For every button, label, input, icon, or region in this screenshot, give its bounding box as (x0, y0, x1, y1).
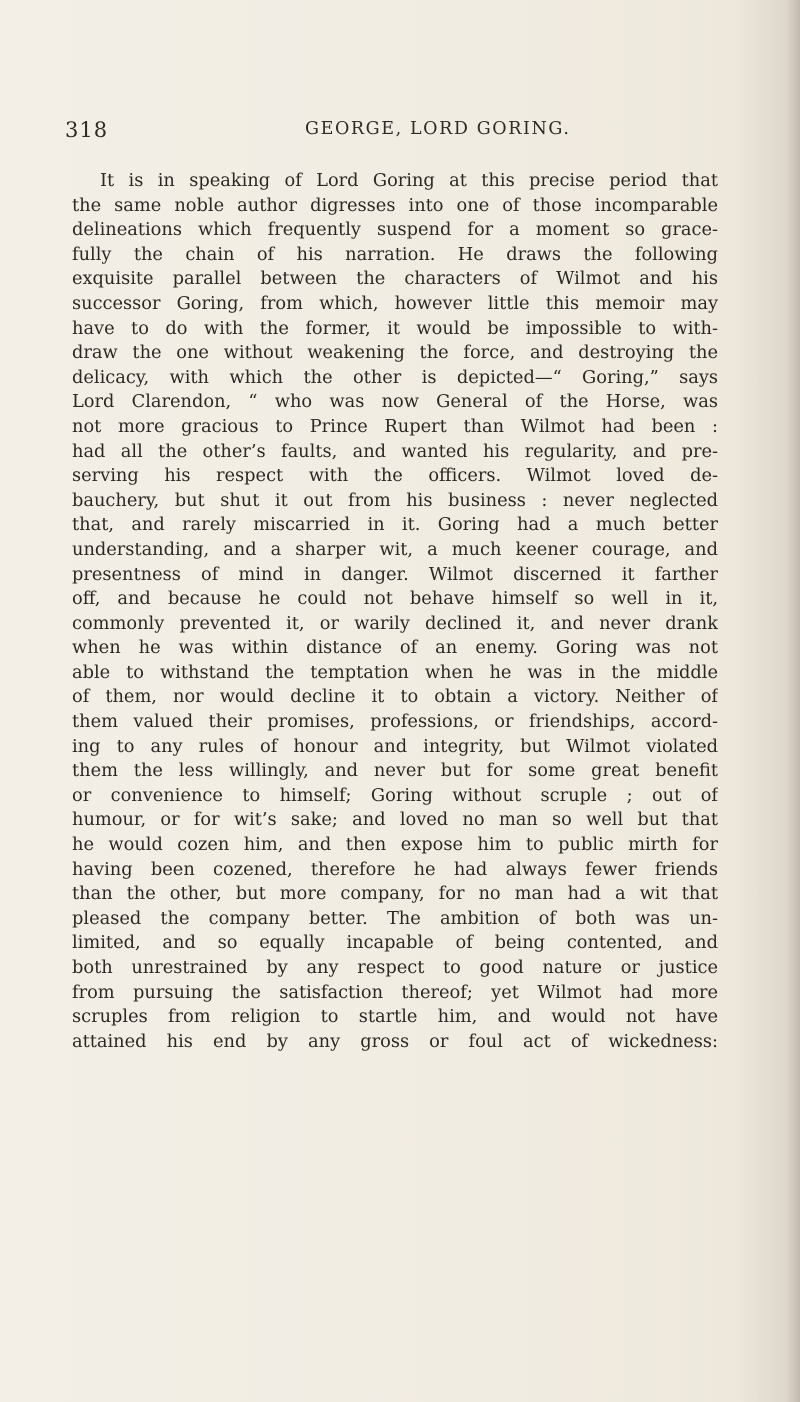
text-line: Lord Clarendon, “ who was now General of the Horse, was (72, 391, 718, 413)
text-line: attained his end by any gross or foul act of wickedness: (72, 1030, 718, 1052)
text-line: from pursuing the satisfaction thereof; yet Wilmot had more (72, 981, 718, 1003)
text-line: bauchery, but shut it out from his business : never neglected (72, 489, 718, 511)
text-line: delicacy, with which the other is depicted—“ Goring,” says (72, 366, 718, 388)
text-line: fully the chain of his narration. He draws the following (72, 243, 718, 265)
text-line: them the less willingly, and never but for some great benefit (72, 760, 718, 782)
text-line: able to withstand the temptation when he was in the middle (72, 661, 718, 683)
text-line: both unrestrained by any respect to good nature or justice (72, 957, 718, 978)
text-line: ing to any rules of honour and integrity, but Wilmot violated (72, 735, 718, 757)
text-line: scruples from religion to startle him, and would not have (72, 1006, 718, 1028)
text-line: not more gracious to Prince Rupert than Wilmot had been : (72, 415, 718, 437)
text-line: exquisite parallel between the characters of Wilmot and his (72, 268, 718, 290)
text-line: draw the one without weakening the force, and destroying the (72, 342, 718, 364)
text-line: humour, or for wit’s sake; and loved no man so well but that (72, 809, 718, 831)
text-line: that, and rarely miscarried in it. Goring had a much better (72, 514, 718, 536)
text-line: limited, and so equally incapable of being contented, and (72, 932, 718, 954)
running-head: GEORGE, LORD GORING. (305, 119, 571, 139)
text-line: commonly prevented it, or warily declined it, and never drank (72, 612, 718, 634)
text-line: of them, nor would decline it to obtain a victory. Neither of (72, 686, 718, 708)
text-line: had all the other’s faults, and wanted his regularity, and pre- (72, 440, 718, 462)
text-line: when he was within distance of an enemy. Goring was not (72, 637, 718, 659)
text-line: or convenience to himself; Goring without scruple ; out of (72, 784, 718, 806)
text-line: presentness of mind in danger. Wilmot discerned it farther (72, 563, 718, 585)
text-line: off, and because he could not behave himself so well in it, (72, 588, 718, 610)
page-number: 318 (65, 118, 109, 142)
text-line: have to do with the former, it would be impossible to with- (72, 317, 718, 339)
text-line: having been cozened, therefore he had always fewer friends (72, 858, 718, 880)
body-paragraph (72, 169, 718, 1054)
text-line: them valued their promises, professions, or friendships, accord- (72, 711, 718, 733)
text-line: serving his respect with the officers. Wilmot loved de- (72, 465, 718, 487)
page-edge-shadow (786, 0, 800, 1402)
text-line: than the other, but more company, for no man had a wit that (72, 883, 718, 905)
text-line: pleased the company better. The ambition of both was un- (72, 907, 718, 929)
text-line: delineations which frequently suspend for a moment so grace- (72, 219, 718, 241)
text-line: It is in speaking of Lord Goring at this precise period that (100, 170, 718, 191)
text-line: successor Goring, from which, however little this memoir may (72, 292, 718, 314)
text-line: the same noble author digresses into one of those incomparable (72, 194, 718, 216)
text-line: he would cozen him, and then expose him to public mirth for (72, 834, 718, 856)
text-line: understanding, and a sharper wit, a much keener courage, and (72, 538, 718, 560)
page-header (0, 118, 800, 148)
